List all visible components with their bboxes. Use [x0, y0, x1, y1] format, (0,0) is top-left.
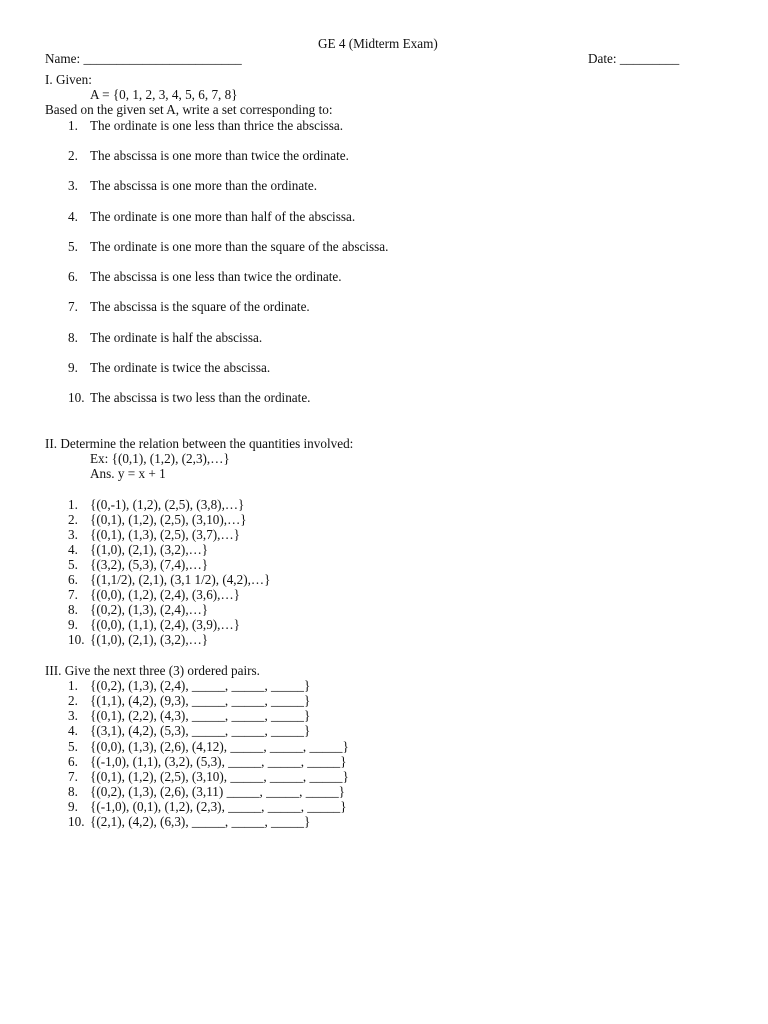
item-number: 7.: [68, 769, 78, 784]
item-text: The abscissa is the square of the ordinate.: [90, 299, 310, 314]
example-set: Ex: {(0,1), (1,2), (2,3),…}: [90, 451, 230, 466]
given-set: A = {0, 1, 2, 3, 4, 5, 6, 7, 8}: [90, 87, 238, 102]
item-text: {(3,2), (5,3), (7,4),…}: [90, 557, 209, 572]
item-number: 3.: [68, 708, 78, 723]
item-number: 10.: [68, 390, 85, 405]
item-text: The ordinate is one less than thrice the abscissa.: [90, 118, 344, 133]
item-text: The abscissa is one less than twice the ordinate.: [90, 269, 342, 284]
item-text: {(-1,0), (1,1), (3,2), (5,3), _____, _____, _____}: [90, 754, 347, 769]
item-number: 2.: [68, 148, 78, 163]
exam-title: GE 4 (Midterm Exam): [318, 36, 438, 51]
example-answer: Ans. y = x + 1: [90, 466, 166, 481]
item-number: 4.: [68, 723, 78, 738]
item-text: {(0,2), (1,3), (2,4), _____, _____, _____}: [90, 678, 311, 693]
item-text: {(0,1), (1,3), (2,5), (3,7),…}: [90, 527, 240, 542]
item-number: 1.: [68, 118, 78, 133]
item-text: {(1,0), (2,1), (3,2),…}: [90, 632, 209, 647]
item-text: {(0,-1), (1,2), (2,5), (3,8),…}: [90, 497, 245, 512]
item-text: The abscissa is one more than twice the ordinate.: [90, 148, 349, 163]
item-text: The abscissa is one more than the ordinate.: [90, 178, 318, 193]
item-number: 5.: [68, 557, 78, 572]
item-text: The ordinate is one more than half of the abscissa.: [90, 209, 356, 224]
item-text: {(0,2), (1,3), (2,4),…}: [90, 602, 209, 617]
item-number: 10.: [68, 814, 85, 829]
item-text: {(0,2), (1,3), (2,6), (3,11) _____, _____, _____}: [90, 784, 346, 799]
item-number: 6.: [68, 269, 78, 284]
item-number: 9.: [68, 360, 78, 375]
item-text: {(0,0), (1,3), (2,6), (4,12), _____, _____, _____}: [90, 739, 349, 754]
item-number: 1.: [68, 678, 78, 693]
item-text: {(-1,0), (0,1), (1,2), (2,3), _____, _____, _____}: [90, 799, 347, 814]
item-text: {(0,1), (1,2), (2,5), (3,10), _____, _____, _____}: [90, 769, 349, 784]
item-number: 4.: [68, 209, 78, 224]
item-text: The abscissa is two less than the ordinate.: [90, 390, 311, 405]
item-text: {(0,0), (1,2), (2,4), (3,6),…}: [90, 587, 240, 602]
date-field-label: Date: _________: [588, 51, 680, 66]
item-number: 5.: [68, 739, 78, 754]
item-number: 4.: [68, 542, 78, 557]
item-text: {(3,1), (4,2), (5,3), _____, _____, _____}: [90, 723, 311, 738]
item-number: 1.: [68, 497, 78, 512]
item-number: 8.: [68, 330, 78, 345]
name-field-label: Name: ________________________: [45, 51, 242, 66]
item-text: {(0,1), (2,2), (4,3), _____, _____, _____}: [90, 708, 311, 723]
item-number: 9.: [68, 617, 78, 632]
item-text: {(0,0), (1,1), (2,4), (3,9),…}: [90, 617, 240, 632]
section-1-instruction: Based on the given set A, write a set corresponding to:: [45, 102, 333, 117]
item-text: {(1,0), (2,1), (3,2),…}: [90, 542, 209, 557]
item-number: 5.: [68, 239, 78, 254]
item-number: 7.: [68, 587, 78, 602]
item-number: 6.: [68, 754, 78, 769]
item-text: The ordinate is half the abscissa.: [90, 330, 263, 345]
item-number: 3.: [68, 178, 78, 193]
item-number: 2.: [68, 512, 78, 527]
item-number: 10.: [68, 632, 85, 647]
item-number: 6.: [68, 572, 78, 587]
item-number: 2.: [68, 693, 78, 708]
item-text: {(1,1/2), (2,1), (3,1 1/2), (4,2),…}: [90, 572, 271, 587]
item-number: 3.: [68, 527, 78, 542]
item-text: {(2,1), (4,2), (6,3), _____, _____, _____}: [90, 814, 311, 829]
item-number: 9.: [68, 799, 78, 814]
item-text: The ordinate is one more than the square of the abscissa.: [90, 239, 389, 254]
item-number: 7.: [68, 299, 78, 314]
section-2-heading: II. Determine the relation between the quantities involved:: [45, 436, 354, 451]
section-3-heading: III. Give the next three (3) ordered pairs.: [45, 663, 260, 678]
item-text: {(0,1), (1,2), (2,5), (3,10),…}: [90, 512, 247, 527]
section-1-heading: I. Given:: [45, 72, 92, 87]
item-number: 8.: [68, 602, 78, 617]
item-text: The ordinate is twice the abscissa.: [90, 360, 271, 375]
item-text: {(1,1), (4,2), (9,3), _____, _____, _____}: [90, 693, 311, 708]
item-number: 8.: [68, 784, 78, 799]
